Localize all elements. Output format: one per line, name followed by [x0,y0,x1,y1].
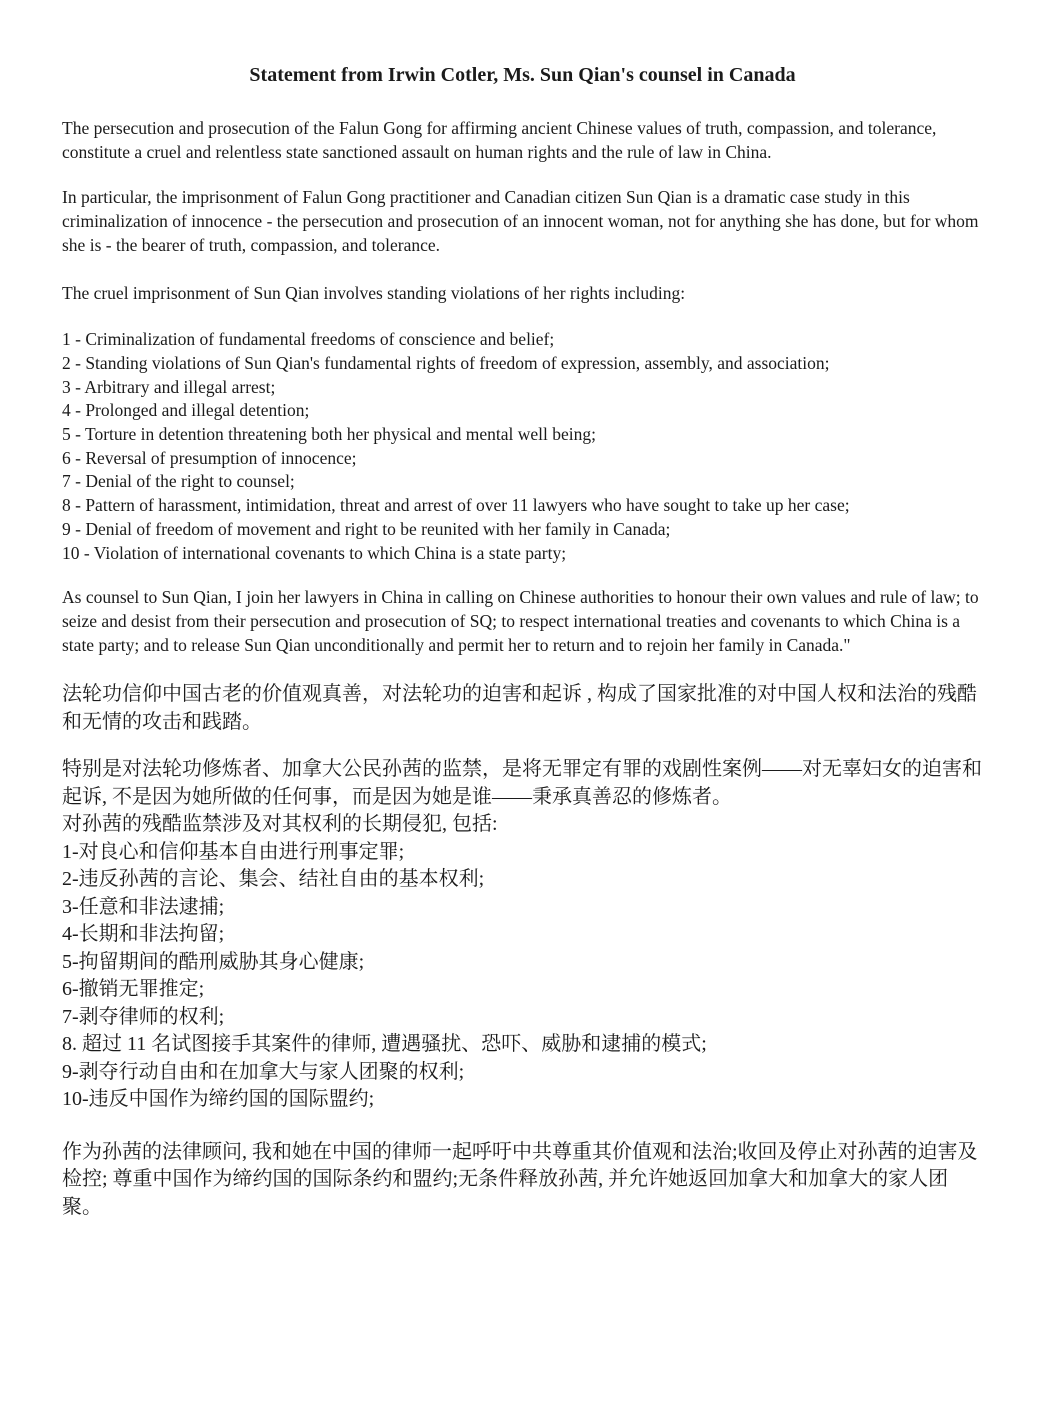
document-title: Statement from Irwin Cotler, Ms. Sun Qian's counsel in Canada [249,64,796,86]
english-list-item-6: 6 - Reversal of presumption of innocence; [62,447,357,468]
chinese-list-item-4: 4-长期和非法拘留; [62,923,225,946]
english-list-item-3: 3 - Arbitrary and illegal arrest; [62,376,276,397]
chinese-list-item-5: 5-拘留期间的酷刑威胁其身心健康; [62,950,365,973]
chinese-list-item-8: 8. 超过 11 名试图接手其案件的律师, 遭遇骚扰、恐吓、威胁和逮捕的模式; [62,1033,707,1056]
paragraph-english-case-study: In particular, the imprisonment of Falun Gong practitioner and Canadian citizen Sun Qian is a dramatic case study in this criminalization of innocence - the persecution and prosecution of an innocent woman, not for anything she has done, but for whom she is - the bearer of truth, compassion, and tolerance. [62,187,979,255]
english-list-item-4: 4 - Prolonged and illegal detention; [62,400,310,421]
paragraph-english-intro: The persecution and prosecution of the Falun Gong for affirming ancient Chinese values of truth, compassion, and tolerance, constitute a cruel and relentless state sanctioned assault on human rights and the rule of law in China. [62,118,937,162]
chinese-list-item-1: 1-对良心和信仰基本自由进行刑事定罪; [62,840,405,863]
english-violations-list [62,328,983,565]
english-list-item-10: 10 - Violation of international covenants to which China is a state party; [62,542,567,563]
english-list-item-7: 7 - Denial of the right to counsel; [62,471,295,492]
chinese-list-item-3: 3-任意和非法逮捕; [62,895,225,918]
english-list-item-8: 8 - Pattern of harassment, intimidation, threat and arrest of over 11 lawyers who have sought to take up her case; [62,495,850,516]
chinese-violations-block [62,756,983,1114]
chinese-list-item-6: 6-撤销无罪推定; [62,978,205,1001]
paragraph-chinese-list-intro: 对孙茜的残酷监禁涉及对其权利的长期侵犯, 包括: [62,813,498,836]
paragraph-chinese-case-study: 特别是对法轮功修炼者、加拿大公民孙茜的监禁，是将无罪定有罪的戏剧性案例——对无辜妇女的迫害和起诉, 不是因为她所做的任何事，而是因为她是谁——秉承真善忍的修炼者。 [62,758,982,808]
document-page [0,63,1043,1413]
english-list-item-2: 2 - Standing violations of Sun Qian's fundamental rights of freedom of expression, assembly, and association; [62,352,830,373]
english-list-item-1: 1 - Criminalization of fundamental freedoms of conscience and belief; [62,329,555,350]
paragraph-chinese-closing: 作为孙茜的法律顾问, 我和她在中国的律师一起呼吁中共尊重其价值观和法治;收回及停止对孙茜的迫害及检控; 尊重中国作为缔约国的国际条约和盟约;无条件释放孙茜, 并允许她返回加拿大和加拿大的家人团聚。 [62,1140,978,1218]
paragraph-chinese-intro: 法轮功信仰中国古老的价值观真善，对法轮功的迫害和起诉 , 构成了国家批准的对中国人权和法治的残酷和无情的攻击和践踏。 [62,683,977,733]
english-list-item-5: 5 - Torture in detention threatening both her physical and mental well being; [62,424,596,445]
paragraph-english-closing: As counsel to Sun Qian, I join her lawyers in China in calling on Chinese authorities to honour their own values and rule of law; to seize and desist from their persecution and prosecution of SQ; to respect international treaties and covenants to which China is a state party; and to release Sun Qian unconditionally and permit her to return and to rejoin her family in Canada." [62,587,979,655]
chinese-list-item-2: 2-违反孙茜的言论、集会、结社自由的基本权利; [62,868,485,891]
paragraph-english-list-intro: The cruel imprisonment of Sun Qian involves standing violations of her rights including: [62,282,686,303]
chinese-list-item-7: 7-剥夺律师的权利; [62,1005,225,1028]
chinese-list-item-10: 10-违反中国作为缔约国的国际盟约; [62,1088,375,1111]
chinese-list-item-9: 9-剥夺行动自由和在加拿大与家人团聚的权利; [62,1060,465,1083]
english-list-item-9: 9 - Denial of freedom of movement and right to be reunited with her family in Canada; [62,518,671,539]
